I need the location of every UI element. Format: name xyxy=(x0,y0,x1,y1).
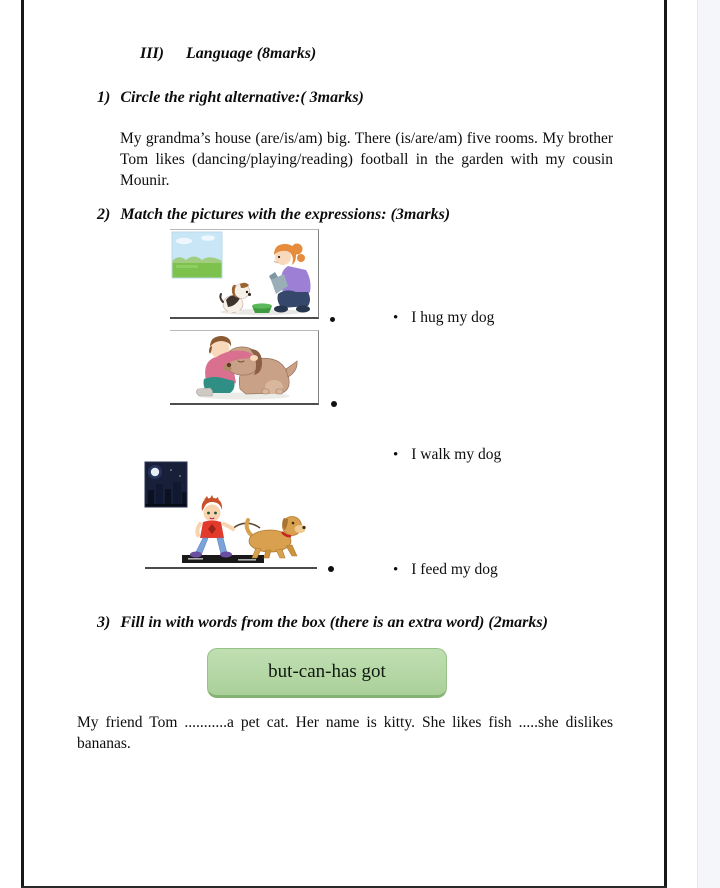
match-picture-feed xyxy=(170,229,319,319)
question-1-text: My grandma’s house (are/is/am) big. There (is/are/am) five rooms. My brother Tom likes (dancing/playing/reading) football in the garden with my cousin Mounir. xyxy=(120,130,613,189)
question-1-heading xyxy=(97,89,364,107)
question-3-number: 3) xyxy=(97,614,111,631)
page-left-edge-line xyxy=(21,0,24,888)
girl-feeding-dog-image xyxy=(170,230,317,317)
match-picture-hug xyxy=(170,330,319,405)
question-3-title: Fill in with words from the box (there is an extra word) (2marks) xyxy=(120,614,548,631)
answer-line xyxy=(145,567,317,569)
question-2-number: 2) xyxy=(97,206,111,223)
expression-walk-label: I walk my dog xyxy=(411,446,502,463)
question-3-heading xyxy=(97,614,548,632)
match-picture-walk xyxy=(140,456,320,568)
boy-hugging-dog-image xyxy=(170,331,317,403)
expression-feed xyxy=(393,561,498,579)
expression-feed-label: I feed my dog xyxy=(411,561,498,578)
match-dot-2[interactable] xyxy=(331,401,337,407)
page-right-edge-line xyxy=(664,0,667,888)
section-numeral: III) xyxy=(140,45,165,62)
expression-hug xyxy=(393,309,494,327)
question-3-text: My friend Tom ...........a pet cat. Her name is kitty. She likes fish .....she dislikes bananas. xyxy=(77,714,613,752)
bullet-icon: • xyxy=(393,447,399,463)
word-box xyxy=(207,648,447,698)
section-title: Language (8marks) xyxy=(186,45,317,62)
question-1-title: Circle the right alternative:( 3marks) xyxy=(120,89,364,106)
boy-walking-dog-image xyxy=(140,456,320,568)
bullet-icon: • xyxy=(393,310,399,326)
bullet-icon: • xyxy=(393,562,399,578)
question-2-heading xyxy=(97,206,450,224)
match-dot-1[interactable] xyxy=(330,317,335,322)
expression-hug-label: I hug my dog xyxy=(411,309,495,326)
section-heading xyxy=(140,45,316,63)
match-dot-3[interactable] xyxy=(328,566,334,572)
expression-walk xyxy=(393,446,501,464)
question-2-title: Match the pictures with the expressions: (3marks) xyxy=(120,206,451,223)
scan-margin-strip xyxy=(697,0,720,888)
word-box-words: but-can-has got xyxy=(268,661,386,682)
question-1-number: 1) xyxy=(97,89,111,106)
